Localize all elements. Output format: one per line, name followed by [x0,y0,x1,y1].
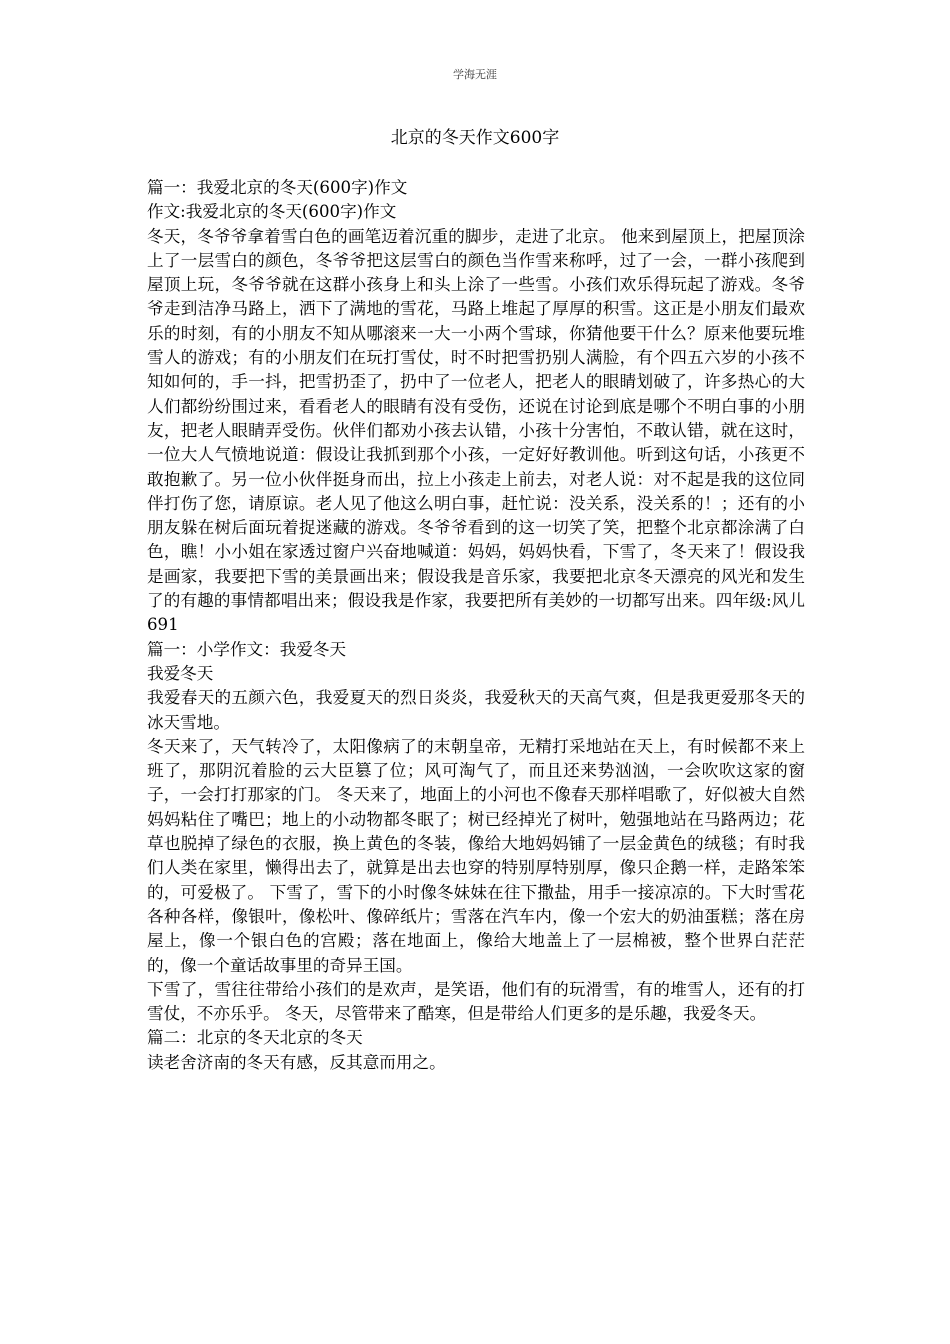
article-subtitle: 我爱冬天 [147,663,214,683]
body-paragraph: 我爱春天的五颜六色，我爱夏天的烈日炎炎，我爱秋天的天高气爽，但是我更爱那冬天的冰天雪地。 [147,688,805,732]
body-paragraph: 读老舍济南的冬天有感，反其意而用之。 [147,1052,446,1072]
section-heading: 篇一：小学作文：我爱冬天 [147,639,347,659]
section-heading: 篇一：我爱北京的冬天(600字)作文 [147,178,408,197]
body-paragraph: 冬天来了，天气转冷了，太阳像病了的末朝皇帝，无精打采地站在天上，有时候都不来上班了，那阴沉着脸的云大臣篡了位；风可淘气了，而且还来势汹汹，一会吹吹这家的窗子，一会打打那家的门。 冬天来了，地面上的小河也不像春天那样唱歌了，好似被大自然妈妈粘住了嘴巴；地上的小动物都冬眠了；树已经掉光了树叶，勉强地站在马路两边；花草也脱掉了绿色的衣服，换上黄色的冬装，像给大地妈妈铺了一层金黄色的绒毯；有时我们人类在家里，懒得出去了，就算是出去也穿的特别厚特别厚，像只企鹅一样，走路笨笨的，可爱极了。 下雪了，雪下的小时像冬妹妹在往下撒盐，用手一接凉凉的。下大时雪花各种各样，像银叶，像松叶、像碎纸片；雪落在汽车内，像一个宏大的奶油蛋糕；落在房屋上，像一个银白色的宫殿；落在地面上，像给大地盖上了一层棉被，整个世界白茫茫的，像一个童话故事里的奇异王国。 [147,736,805,975]
document-title: 北京的冬天作文600字 [390,128,560,148]
document-body [147,176,805,1075]
body-paragraph: 下雪了，雪往往带给小孩们的是欢声，是笑语，他们有的玩滑雪，有的堆雪人，还有的打雪仗，不亦乐乎。 冬天，尽管带来了酷寒，但是带给人们更多的是乐趣，我爱冬天。 [147,979,805,1024]
body-paragraph: 冬天，冬爷爷拿着雪白色的画笔迈着沉重的脚步，走进了北京。 他来到屋顶上，把屋顶涂上了一层雪白的颜色，冬爷爷把这层雪白的颜色当作雪来称呼，过了一会，一群小孩爬到屋顶上玩，冬爷爷就在这群小孩身上和头上涂了一些雪。小孩们欢乐得玩起了游戏。冬爷爷走到洁净马路上，洒下了满地的雪花，马路上堆起了厚厚的积雪。这正是小朋友们最欢乐的时刻，有的小朋友不知从哪滚来一大一小两个雪球，你猜他要干什么？原来他要玩堆雪人的游戏；有的小朋友们在玩打雪仗，时不时把雪扔别人满脸，有个四五六岁的小孩不知如何的，手一抖，把雪扔歪了，扔中了一位老人，把老人的眼睛划破了，许多热心的大人们都纷纷围过来，看看老人的眼睛有没有受伤，还说在讨论到底是哪个不明白事的小朋友，把老人眼睛弄受伤。伙伴们都劝小孩去认错，小孩十分害怕，不敢认错，就在这时，一位大人气愤地说道：假设让我抓到那个小孩，一定好好教训他。听到这句话，小孩更不敢抱歉了。另一位小伙伴挺身而出，拉上小孩走上前去，对老人说：对不起是我的这位同伴打伤了您，请原谅。老人见了他这么明白事，赶忙说：没关系，没关系的！；还有的小朋友躲在树后面玩着捉迷藏的游戏。冬爷爷看到的这一切笑了笑，把整个北京都涂满了白色，瞧！小小姐在家透过窗户兴奋地喊道：妈妈，妈妈快看，下雪了，冬天来了！假设我是画家，我要把下雪的美景画出来；假设我是音乐家，我要把北京冬天漂亮的风光和发生了的有趣的事情都唱出来；假设我是作家，我要把所有美妙的一切都写出来。四年级:风儿691 [147,226,805,635]
section-heading: 篇二：北京的冬天北京的冬天 [147,1028,363,1048]
page-header: 学海无涯 [453,68,497,81]
article-subtitle: 作文:我爱北京的冬天(600字)作文 [147,202,397,222]
